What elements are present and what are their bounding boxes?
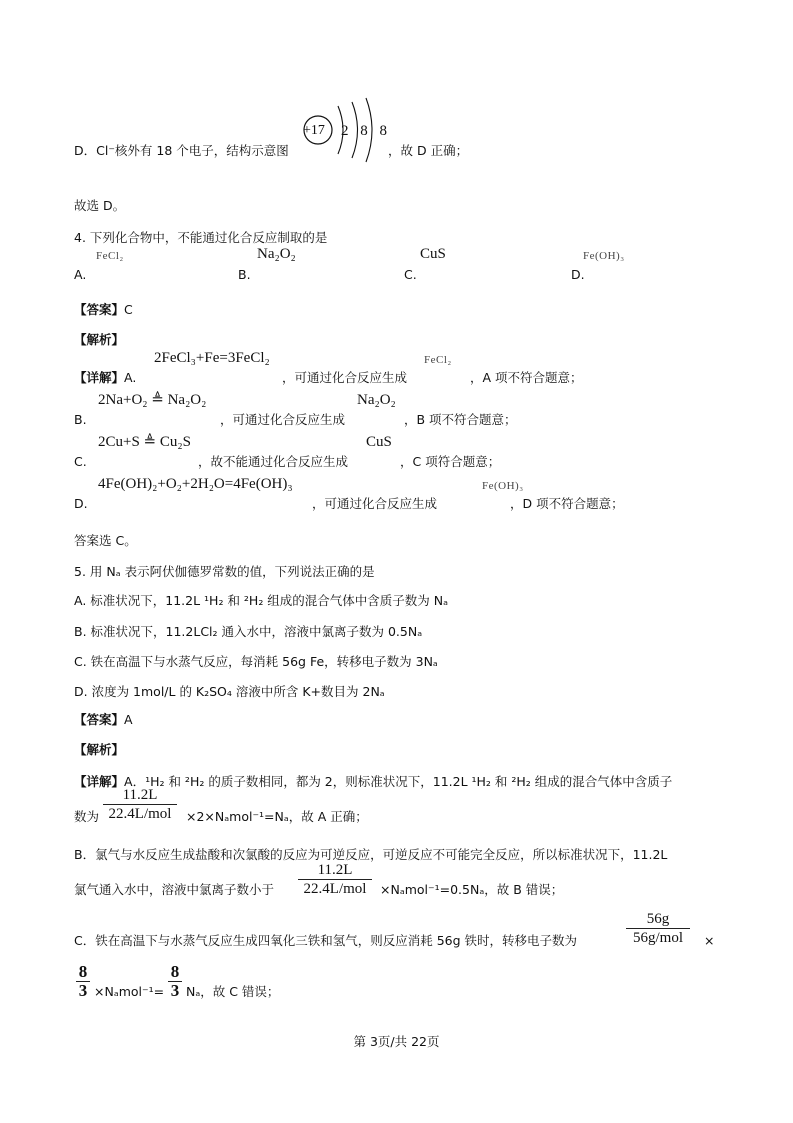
xd-formula: Fe(OH)₃ [482, 480, 524, 492]
select-c: 答案选 C。 [74, 533, 137, 548]
fraction-c2-1 [76, 963, 90, 1000]
fraction-c [626, 910, 690, 947]
p5-c2-mid: ×Nₐmol⁻¹= [94, 984, 165, 999]
answer-value: C [124, 302, 133, 317]
option-d-text [74, 142, 289, 160]
detail-c-post: ，故不能通过化合反应生成 [198, 454, 349, 469]
p5-b2-post: ×Nₐmol⁻¹=0.5Nₐ，故 B 错误； [380, 882, 564, 897]
fraction-a-den: 22.4L/mol [108, 806, 172, 822]
xa-formula: FeCl₂ [424, 354, 452, 366]
q4-formula-b: Na₂O₂ [257, 246, 296, 262]
p5-a2-post: ×2×Nₐmol⁻¹=Nₐ，故 A 正确； [186, 809, 368, 824]
analysis-label-2: 【解析】 [74, 742, 125, 757]
q4-formula-a: FeCl₂ [96, 250, 124, 262]
fraction-b [298, 861, 372, 898]
answer-label-2: 【答案】 [74, 712, 125, 727]
detail-b-end: ，B 项不符合题意； [404, 412, 517, 427]
p5-c: C．铁在高温下与水蒸气反应生成四氧化三铁和氢气，则反应消耗 56g 铁时，转移电子数为 [74, 933, 578, 948]
detail-b-pre: B. [74, 412, 87, 427]
q4-option-d: D. [571, 267, 585, 282]
fraction-c2-2-num: 8 [170, 962, 180, 981]
detail-label-2: 【详解】 [74, 774, 125, 789]
p5-b: B．氯气与水反应生成盐酸和次氯酸的反应为可逆反应，可逆反应不可能完全反应，所以标准状况下，11.2L [74, 847, 668, 862]
q4-formula-c: CuS [420, 246, 446, 262]
p5-c-times: × [704, 933, 715, 948]
p5-a2-pre: 数为 [74, 809, 100, 824]
analysis-label-1: 【解析】 [74, 332, 125, 347]
q5-option-b: B. 标准状况下，11.2LCl₂ 通入水中，溶液中氯离子数为 0.5Nₐ [74, 624, 423, 639]
detail-d-pre: D. [74, 496, 88, 511]
detail-d-end: ，D 项不符合题意； [510, 496, 624, 511]
fraction-c2-1-num: 8 [78, 962, 88, 981]
fraction-c-den: 56g/mol [632, 930, 683, 946]
fraction-a [103, 786, 177, 823]
fraction-a-num: 11.2L [122, 787, 158, 803]
p5-a-text: A．¹H₂ 和 ²H₂ 的质子数相同，都为 2，则标准状况下，11.2L ¹H₂ 和 ²H₂ 组成的混合气体中含质子 [124, 774, 673, 789]
eq-c: 2Cu+S ≜ Cu₂S [98, 434, 191, 450]
q4-option-c: C. [404, 267, 417, 282]
page-footer: 第 3页/共 22页 [353, 1034, 440, 1049]
detail-c-end: ，C 项符合题意； [400, 454, 501, 469]
q5-option-d: D. 浓度为 1mol/L 的 K₂SO₄ 溶液中所含 K+数目为 2Nₐ [74, 684, 385, 699]
q5-option-c: C. 铁在高温下与水蒸气反应，每消耗 56g Fe，转移电子数为 3Nₐ [74, 654, 438, 669]
detail-a-pre: A. [124, 370, 137, 385]
option-d-post: ，故 D 正确； [388, 143, 469, 158]
fraction-b-num: 11.2L [317, 862, 353, 878]
q4-formula-d: Fe(OH)₃ [583, 250, 625, 262]
p5-c2-post: Nₐ，故 C 错误； [186, 984, 280, 999]
detail-a [74, 369, 136, 387]
answer-label: 【答案】 [74, 302, 125, 317]
fraction-c2-2-den: 3 [170, 981, 180, 1000]
q5-option-a: A. 标准状况下，11.2L ¹H₂ 和 ²H₂ 组成的混合气体中含质子数为 Nₐ [74, 593, 449, 608]
fraction-b-den: 22.4L/mol [303, 881, 367, 897]
detail-c-pre: C. [74, 454, 87, 469]
xc-formula: CuS [366, 434, 392, 450]
answer-value-2: A [124, 712, 133, 727]
fraction-c2-2 [168, 963, 182, 1000]
fraction-c2-1-den: 3 [78, 981, 88, 1000]
detail-a-end: ，A 项不符合题意； [470, 370, 583, 385]
answer-2 [74, 711, 133, 729]
atom-shell-electrons: 2 8 8 [341, 123, 391, 139]
eq-d: 4Fe(OH)₂+O₂+2H₂O=4Fe(OH)₃ [98, 476, 293, 492]
atom-nucleus-charge: +17 [303, 123, 325, 138]
q4-option-b: B. [238, 267, 251, 282]
option-d-pre: D．Cl⁻核外有 18 个电子，结构示意图 [74, 143, 289, 158]
question-5: 5. 用 Nₐ 表示阿伏伽德罗常数的值，下列说法正确的是 [74, 564, 375, 579]
q4-option-a: A. [74, 267, 87, 282]
select-d: 故选 D。 [74, 198, 126, 213]
p5-b2-pre: 氯气通入水中，溶液中氯离子数小于 [74, 882, 275, 897]
eq-b: 2Na+O₂ ≜ Na₂O₂ [98, 392, 207, 408]
answer-1 [74, 301, 133, 319]
eq-a: 2FeCl₃+Fe=3FeCl₂ [154, 350, 270, 366]
xb-formula: Na₂O₂ [357, 392, 396, 408]
detail-b-post: ，可通过化合反应生成 [220, 412, 346, 427]
detail-a-post: ，可通过化合反应生成 [282, 370, 408, 385]
detail-d-post: ，可通过化合反应生成 [312, 496, 438, 511]
detail-label: 【详解】 [74, 370, 125, 385]
question-4: 4. 下列化合物中，不能通过化合反应制取的是 [74, 230, 328, 245]
fraction-c-num: 56g [646, 911, 670, 927]
